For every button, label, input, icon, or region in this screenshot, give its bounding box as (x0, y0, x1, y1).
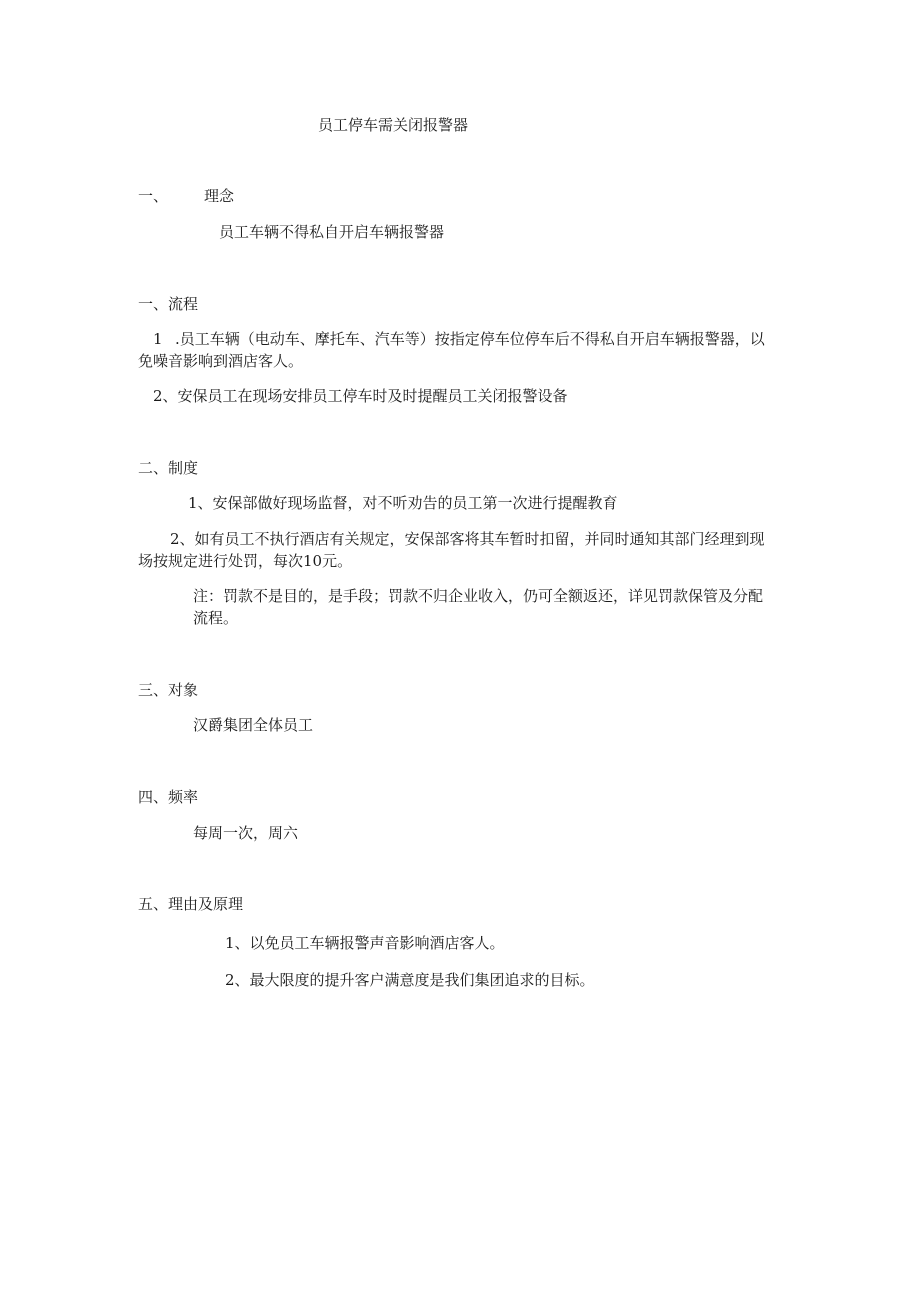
section-text: 员工车辆不得私自开启车辆报警器 (219, 223, 445, 241)
list-item-number: 1 (153, 330, 163, 348)
list-item: .员工车辆（电动车、摩托车、汽车等）按指定停车位停车后不得私自开启车辆报警器，以 (175, 330, 765, 348)
list-item: 1、安保部做好现场监督，对不听劝告的员工第一次进行提醒教育 (188, 494, 618, 512)
section-text: 每周一次，周六 (193, 824, 299, 842)
section-heading: 一、流程 (138, 295, 199, 313)
list-item: 2、最大限度的提升客户满意度是我们集团追求的目标。 (225, 971, 595, 989)
document-title: 员工停车需关闭报警器 (318, 116, 469, 134)
list-item-continuation: 免噪音影响到酒店客人。 (138, 352, 304, 370)
section-number: 一、 (138, 187, 169, 205)
section-heading: 四、频率 (138, 788, 199, 806)
section-heading: 理念 (204, 187, 235, 205)
note-text: 注：罚款不是目的，是手段；罚款不归企业收入，仍可全额返还，详见罚款保管及分配 (193, 587, 764, 605)
section-heading: 三、对象 (138, 681, 199, 699)
note-continuation: 流程。 (193, 609, 239, 627)
section-heading: 二、制度 (138, 459, 199, 477)
list-item: 2、安保员工在现场安排员工停车时及时提醒员工关闭报警设备 (153, 387, 568, 405)
list-item-continuation: 场按规定进行处罚，每次10元。 (138, 552, 353, 570)
list-item: 2、如有员工不执行酒店有关规定，安保部客将其车暂时扣留，并同时通知其部门经理到现 (170, 530, 765, 548)
list-item: 1、以免员工车辆报警声音影响酒店客人。 (225, 934, 505, 952)
section-heading: 五、理由及原理 (138, 895, 244, 913)
section-text: 汉爵集团全体员工 (193, 716, 314, 734)
